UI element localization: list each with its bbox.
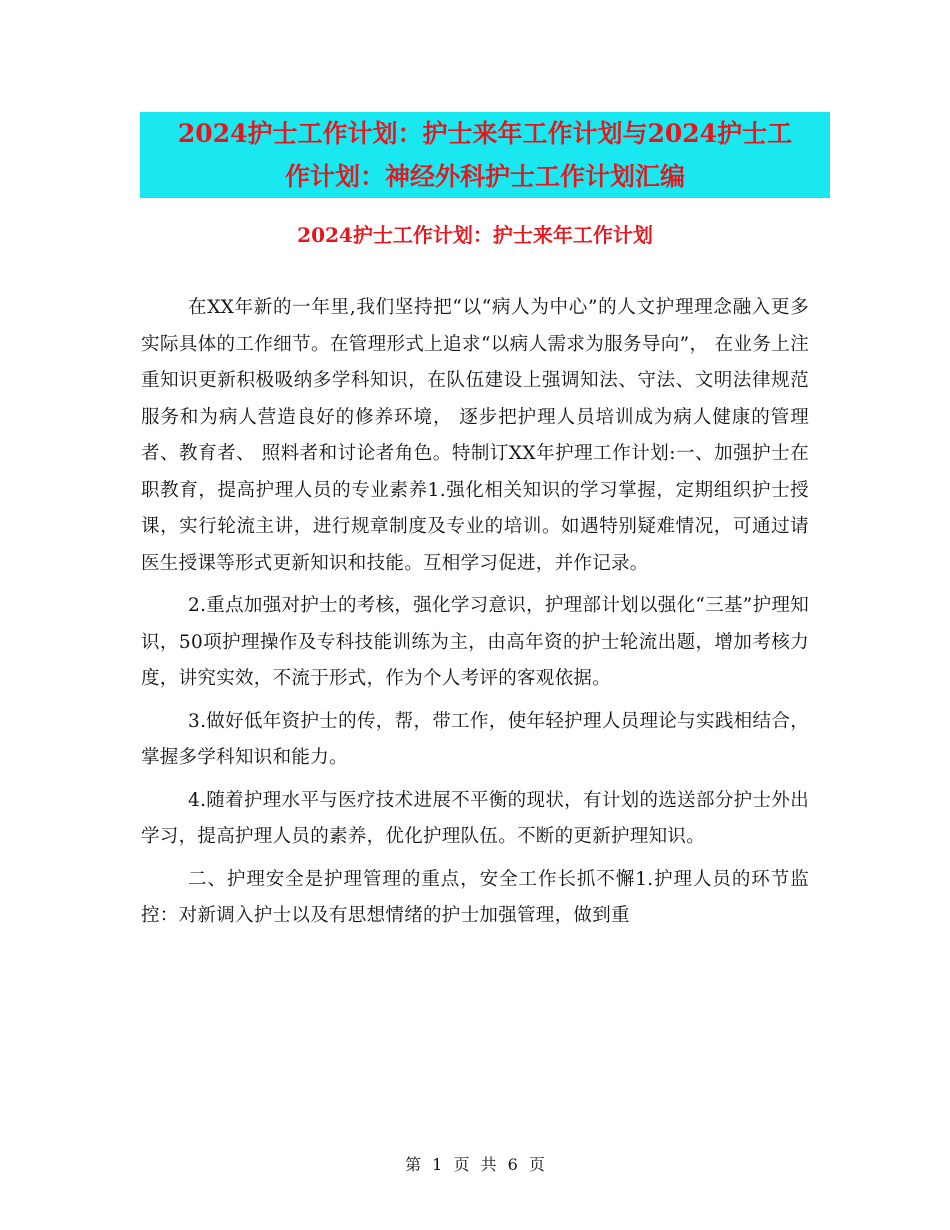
paragraph-1: 在XX年新的一年里,我们坚持把“以“病人为中心”的人文护理理念融入更多实际具体的工作细节。在管理形式上追求“以病人需求为服务导向”， 在业务上注重知识更新积极吸纳多学科知识，在队伍建设上强调知法、守法、文明法律规范服务和为病人营造良好的修养环境， 逐步把护理人员培训成为病人健康的管理者、教育者、 照料者和讨论者角色。特制订XX年护理工作计划:一、加强护士在职教育，提高护理人员的专业素养1.强化相关知识的学习掌握，定期组织护士授课，实行轮流主讲，进行规章制度及专业的培训。如遇特别疑难情况，可通过请医生授课等形式更新知识和技能。互相学习促进，并作记录。 (141, 297, 809, 574)
paragraph-5: 二、护理安全是护理管理的重点，安全工作长抓不懈1.护理人员的环节监控：对新调入护士以及有思想情绪的护士加强管理，做到重 (141, 868, 809, 926)
paragraph-4: 4.随着护理水平与医疗技术进展不平衡的现状，有计划的选送部分护士外出学习，提高护理人员的素养，优化护理队伍。不断的更新护理知识。 (141, 789, 809, 847)
main-title (140, 112, 830, 198)
paragraph-3: 3.做好低年资护士的传，帮，带工作，使年轻护理人员理论与实践相结合，掌握多学科知识和能力。 (141, 710, 809, 768)
page-footer: 第 1 页 共 6 页 (405, 1155, 545, 1174)
document-body (141, 290, 809, 941)
paragraph-2: 2.重点加强对护士的考核，强化学习意识，护理部计划以强化“三基”护理知识，50项护理操作及专科技能训练为主，由高年资的护士轮流出题，增加考核力度，讲究实效，不流于形式，作为个人考评的客观依据。 (141, 595, 809, 689)
main-title-line-2-text: 作计划：神经外科护士工作计划汇编 (284, 162, 685, 191)
main-title-line-1 (140, 112, 830, 155)
section-title: 2024护士工作计划：护士来年工作计划 (297, 223, 653, 247)
main-title-line-2 (140, 155, 830, 198)
main-title-line-1-text: 2024护士工作计划：护士来年工作计划与2024护士工 (177, 119, 793, 148)
